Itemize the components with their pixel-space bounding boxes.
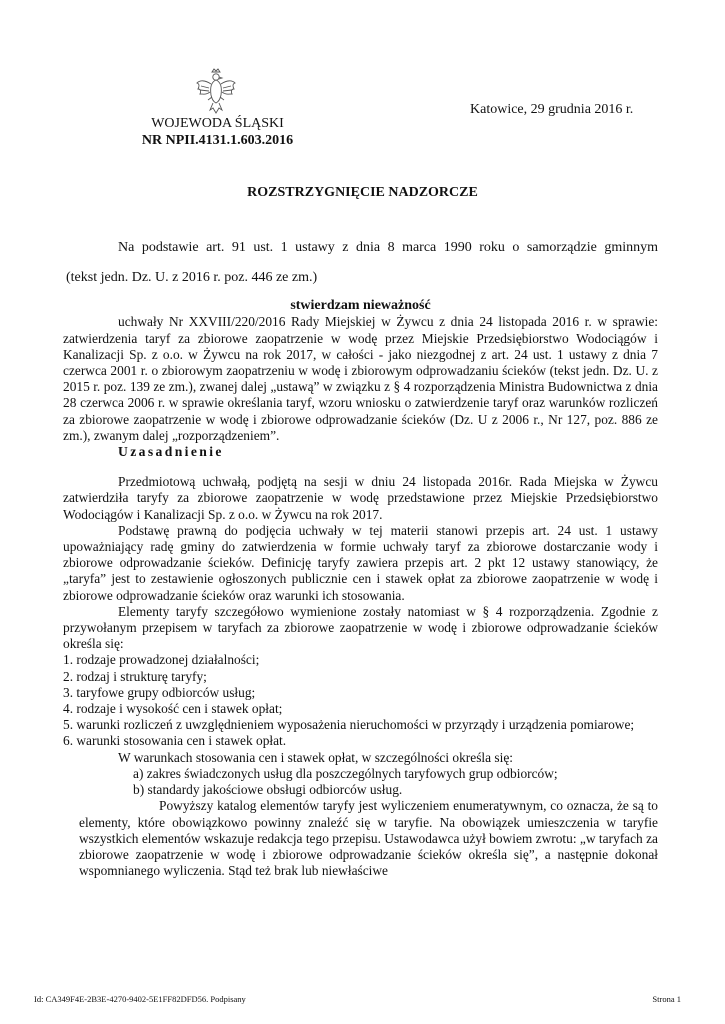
page-number: Strona 1 (652, 994, 681, 1004)
document-body (63, 238, 658, 879)
reference-number: NR NPII.4131.1.603.2016 (141, 133, 294, 148)
list-item: 5. warunki rozliczeń z uwzględnieniem wyposażenia nieruchomości w przyrządy i urządzenia pomiarowe; (63, 717, 635, 733)
list-item: a) zakres świadczonych usług dla poszczególnych taryfowych grup odbiorców; (133, 765, 558, 781)
closing-paragraph: Powyższy katalog elementów taryfy jest wyliczeniem enumeratywnym, co oznacza, że są to elementy, które obowiązkowo powinny znaleźć się w taryfie. Na obowiązek umieszczenia w taryfie wszystkich elementów wskazuje redakcja tego przepisu. Ustawodawca użył bowiem zwrotu: „w taryfach za zbiorowe zaopatrzenie w wodę i zbiorowe odprowadzanie ścieków określa się”, a następnie dokonał wspomnianego wyliczenia. Stąd też brak lub niewłaściwe (79, 798, 658, 879)
tariff-elements-list (63, 652, 658, 749)
justification-heading: Uzasadnienie (118, 444, 224, 460)
list-item: 6. warunki stosowania cen i stawek opłat. (63, 733, 287, 749)
issuer-block (125, 115, 310, 149)
conditions-intro: W warunkach stosowania cen i stawek opłat, w szczególności określa się: (118, 749, 514, 765)
justification-paragraph: Podstawę prawną do podjęcia uchwały w tej materii stanowi przepis art. 24 ust. 1 ustawy upoważniający radę gminy do zatwierdzenia w formie uchwały taryf za zbiorowe dostarczanie wody i zbiorowe odprowadzanie ścieków. Definicję taryfy zawiera przepis art. 2 pkt 12 ustawy stanowiący, że „taryfa” jest to zestawienie ogłoszonych publicznie cen i stawek opłat za zbiorowe zaopatrzenie w wodę i zbiorowe odprowadzanie ścieków oraz warunki ich stosowania. (63, 522, 658, 603)
justification-paragraph: Przedmiotową uchwałą, podjętą na sesji w dniu 24 listopada 2016r. Rada Miejska w Żywcu zatwierdziła taryfy za zbiorowe zaopatrzenie w wodę przedstawione przez Miejskie Przedsiębiorstwo Wodociągów i Kanalizacji Sp. z o.o. w Żywcu na rok 2017. (63, 474, 658, 522)
document-id: Id: CA349F4E-2B3E-4270-9402-5E1FF82DFD56. Podpisany (34, 994, 246, 1004)
legal-basis-citation: (tekst jedn. Dz. U. z 2016 r. poz. 446 ze zm.) (66, 270, 318, 285)
document-title: ROZSTRZYGNIĘCIE NADZORCZE (247, 185, 478, 200)
justification-paragraph: Elementy taryfy szczegółowo wymienione zostały natomiast w § 4 rozporządzenia. Zgodnie z przywołanym przepisem w taryfach za zbiorowe zaopatrzenie w wodę i zbiorowe odprowadzanie ścieków określa się: (63, 603, 658, 652)
issuer-office: WOJEWODA ŚLĄSKI (151, 116, 284, 131)
decision-heading: stwierdzam nieważność (290, 298, 431, 314)
list-item: 4. rodzaje i wysokość cen i stawek opłat; (63, 701, 283, 717)
conditions-list (63, 766, 658, 798)
eagle-emblem-icon (195, 68, 237, 116)
place-date: Katowice, 29 grudnia 2016 r. (470, 102, 634, 117)
decision-text: uchwały Nr XXVIII/220/2016 Rady Miejskiej w Żywcu z dnia 24 listopada 2016 r. w sprawie: zatwierdzenia taryf za zbiorowe zaopatrzenie w wodę przez Miejskie Przedsiębiorstwo Wodociągów i Kanalizacji Sp. z o.o. w Żywcu na rok 2017, w całości - jako niezgodnej z art. 24 ust. 1 ustawy z dnia 7 czerwca 2001 r. o zbiorowym zaopatrzeniu w wodę i zbiorowym odprowadzaniu ścieków (tekst jedn. Dz. U. z 2015 r. poz. 139 ze zm.), zwanej dalej „ustawą” w związku z § 4 rozporządzenia Ministra Budownictwa z dnia 28 czerwca 2006 r. w sprawie określania taryf, wzoru wniosku o zatwierdzenie taryf oraz warunków rozliczeń za zbiorowe zaopatrzenie w wodę i zbiorowe odprowadzanie ścieków (Dz. U z 2006 r., Nr 127, poz. 886 ze zm.), zwanym dalej „rozporządzeniem”. (63, 314, 658, 443)
list-item: 2. rodzaj i strukturę taryfy; (63, 668, 207, 684)
list-item: 3. taryfowe grupy odbiorców usług; (63, 684, 256, 700)
legal-basis-line: Na podstawie art. 91 ust. 1 ustawy z dnia 8 marca 1990 roku o samorządzie gminnym (118, 240, 658, 255)
list-item: b) standardy jakościowe obsługi odbiorców usług. (133, 782, 403, 798)
list-item: 1. rodzaje prowadzonej działalności; (63, 652, 260, 668)
